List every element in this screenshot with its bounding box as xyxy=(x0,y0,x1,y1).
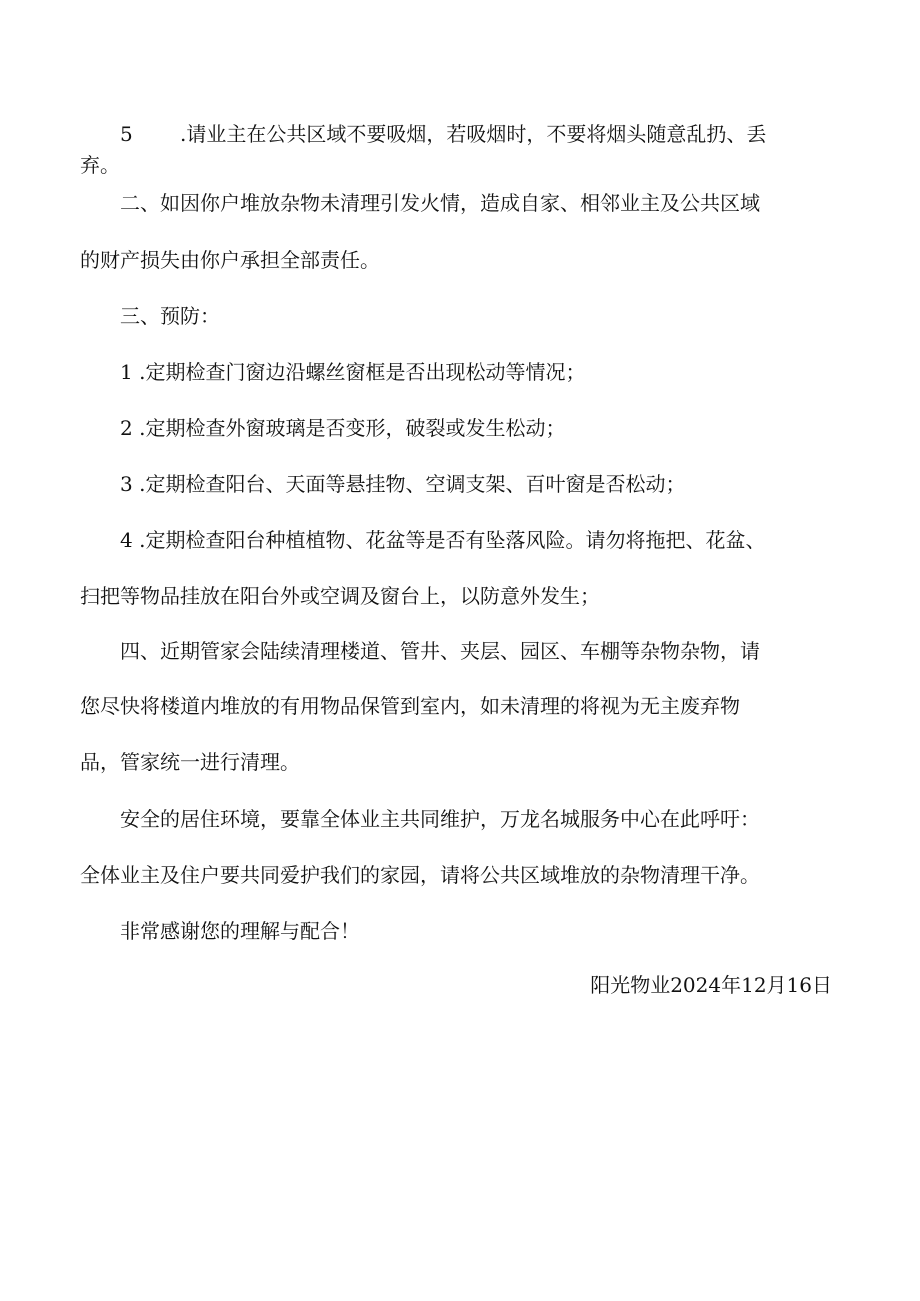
signature-date: 阳光物业2024年12月16日 xyxy=(590,973,832,997)
closing-line-1: 安全的居住环境，要靠全体业主共同维护，万龙名城服务中心在此呼吁： xyxy=(120,807,760,831)
prevention-item-1-text: .定期检查门窗边沿螺丝窗框是否出现松动等情况； xyxy=(139,360,586,384)
thanks-line: 非常感谢您的理解与配合！ xyxy=(120,919,360,943)
prevention-item-4-line-2: 扫把等物品挂放在阳台外或空调及窗台上，以防意外发生； xyxy=(80,584,600,608)
section-4-line-2: 您尽快将楼道内堆放的有用物品保管到室内，如未清理的将视为无主废弃物 xyxy=(80,694,740,718)
closing-line-2: 全体业主及住户要共同爱护我们的家园，请将公共区域堆放的杂物清理干净。 xyxy=(80,863,760,887)
item-5-line-2: 弃。 xyxy=(80,153,120,177)
prevention-item-2-number: 2 xyxy=(120,416,133,440)
prevention-item-3 xyxy=(120,470,685,498)
prevention-item-2 xyxy=(120,414,565,442)
prevention-item-1 xyxy=(120,358,585,386)
section-4-line-1: 四、近期管家会陆续清理楼道、管井、夹层、园区、车棚等杂物杂物，请 xyxy=(120,639,760,663)
item-5-number: 5 xyxy=(120,122,133,146)
prevention-item-1-number: 1 xyxy=(120,360,133,384)
item-5-line-1 xyxy=(120,120,766,148)
section-2-line-1: 二、如因你户堆放杂物未清理引发火情，造成自家、相邻业主及公共区域 xyxy=(120,191,760,215)
section-3-heading: 三、预防： xyxy=(120,304,220,328)
prevention-item-2-text: .定期检查外窗玻璃是否变形，破裂或发生松动； xyxy=(139,416,566,440)
prevention-item-3-text: .定期检查阳台、天面等悬挂物、空调支架、百叶窗是否松动； xyxy=(139,472,686,496)
prevention-item-3-number: 3 xyxy=(120,472,133,496)
item-5-text: .请业主在公共区域不要吸烟，若吸烟时，不要将烟头随意乱扔、丢 xyxy=(180,122,767,146)
section-4-line-3: 品，管家统一进行清理。 xyxy=(80,750,300,774)
prevention-item-4-number: 4 xyxy=(120,528,133,552)
prevention-item-4 xyxy=(120,526,765,554)
prevention-item-4-text: .定期检查阳台种植植物、花盆等是否有坠落风险。请勿将拖把、花盆、 xyxy=(139,528,766,552)
section-2-line-2: 的财产损失由你户承担全部责任。 xyxy=(80,248,380,272)
